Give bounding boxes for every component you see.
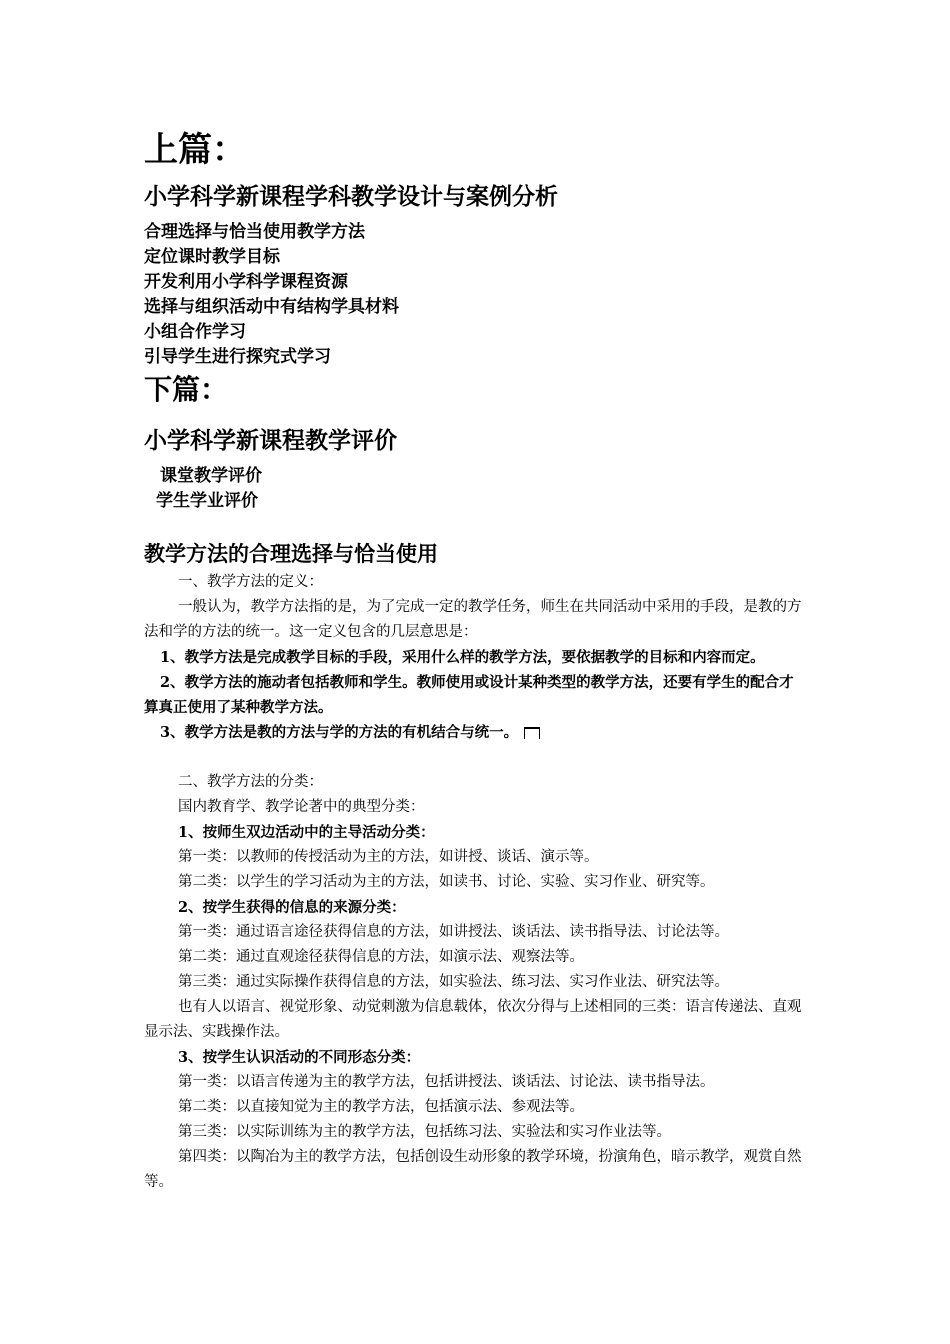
definition-heading: 一、教学方法的定义： — [178, 574, 323, 590]
part1-title: 小学科学新课程学科教学设计与案例分析 — [144, 184, 558, 210]
part2-label: 下篇： — [144, 373, 229, 406]
part2-contents — [144, 464, 808, 514]
definition-text: 一般认为，教学方法指的是，为了完成一定的教学任务，师生在共同活动中采用的手段，是教的方法和学的方法的统一。这一定义包含的几层意思是： — [144, 599, 802, 640]
toc-item: 引导学生进行探究式学习 — [144, 347, 331, 367]
toc-item: 定位课时教学目标 — [144, 247, 280, 267]
toc-item: 开发利用小学科学课程资源 — [144, 272, 348, 292]
part1-contents — [144, 220, 808, 370]
point-2: 2、教学方法的施动者包括教师和学生。教师使用或设计某种类型的教学方法，还要有学生的配合才算真正使用了某种教学方法。 — [144, 674, 794, 716]
toc-item: 小组合作学习 — [144, 322, 246, 342]
classification-heading: 二、教学方法的分类： — [178, 774, 323, 790]
point-3-text: 3、教学方法是教的方法与学的方法的有机结合与统一。 — [160, 724, 519, 741]
category-3-heading: 3、按学生认识活动的不同形态分类： — [178, 1049, 421, 1066]
bracket-mark-icon — [524, 727, 540, 739]
toc-item: 学生学业评价 — [156, 491, 258, 511]
category-3-item: 第三类：以实际训练为主的教学方法，包括练习法、实验法和实习作业法等。 — [178, 1124, 671, 1140]
toc-item: 选择与组织活动中有结构学具材料 — [144, 297, 399, 317]
category-2-heading: 2、按学生获得的信息的来源分类： — [178, 899, 406, 916]
point-1: 1、教学方法是完成教学目标的手段，采用什么样的教学方法，要依据教学的目标和内容而定。 — [160, 649, 765, 666]
section-title: 教学方法的合理选择与恰当使用 — [144, 542, 438, 566]
category-1-item: 第二类：以学生的学习活动为主的方法，如读书、讨论、实验、实习作业、研究等。 — [178, 874, 715, 890]
category-3-item: 第四类：以陶冶为主的教学方法，包括创设生动形象的教学环境，扮演角色，暗示教学，观赏自然等。 — [144, 1149, 802, 1190]
classification-intro: 国内教育学、教学论著中的典型分类： — [178, 799, 425, 815]
part2-title: 小学科学新课程教学评价 — [144, 428, 397, 454]
category-1-heading: 1、按师生双边活动中的主导活动分类： — [178, 824, 435, 841]
category-1-item: 第一类：以教师的传授活动为主的方法，如讲授、谈话、演示等。 — [178, 849, 599, 865]
category-3-item: 第二类：以直接知觉为主的教学方法，包括演示法、参观法等。 — [178, 1099, 584, 1115]
toc-item: 合理选择与恰当使用教学方法 — [144, 222, 365, 242]
category-2-item: 第二类：通过直观途径获得信息的方法，如演示法、观察法等。 — [178, 949, 584, 965]
category-2-note: 也有人以语言、视觉形象、动觉刺激为信息载体，依次分得与上述相同的三类：语言传递法、直观显示法、实践操作法。 — [144, 999, 802, 1040]
point-3 — [144, 720, 808, 745]
document-page — [144, 128, 808, 1195]
toc-item: 课堂教学评价 — [160, 466, 262, 486]
category-3-item: 第一类：以语言传递为主的教学方法，包括讲授法、谈话法、讨论法、读书指导法。 — [178, 1074, 715, 1090]
part1-label: 上篇： — [144, 130, 246, 170]
category-2-item: 第三类：通过实际操作获得信息的方法，如实验法、练习法、实习作业法、研究法等。 — [178, 974, 729, 990]
category-2-item: 第一类：通过语言途径获得信息的方法，如讲授法、谈话法、读书指导法、讨论法等。 — [178, 924, 729, 940]
